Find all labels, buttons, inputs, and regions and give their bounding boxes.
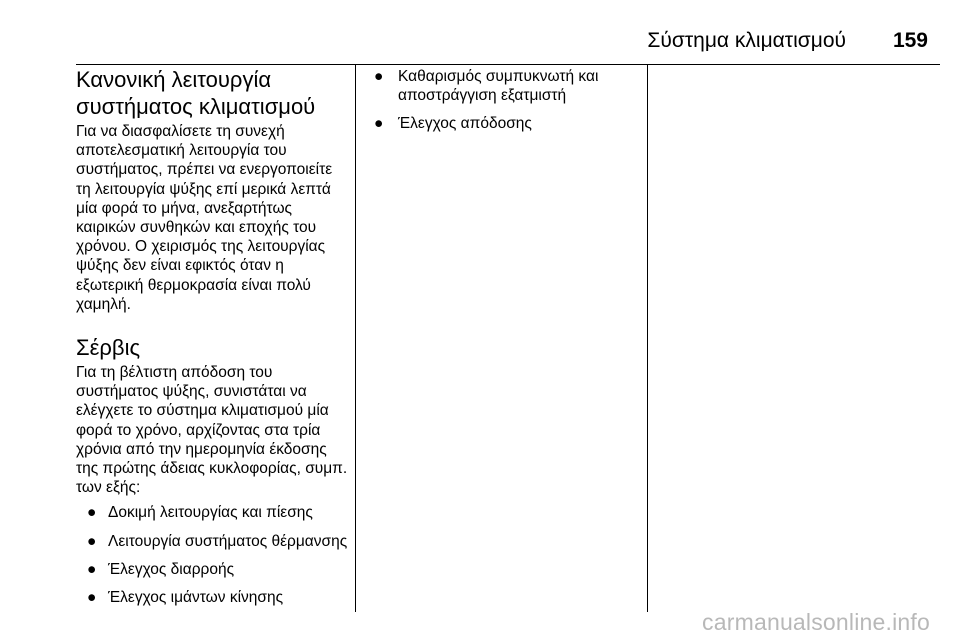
list-item: ● Έλεγχος ιμάντων κίνησης bbox=[87, 589, 284, 607]
running-header-title: Σύστημα κλιματισμού bbox=[647, 29, 846, 52]
list-item: ● Δοκιμή λειτουργίας και πίεσης bbox=[87, 504, 313, 522]
bullet-icon: ● bbox=[87, 532, 97, 550]
bullet-icon: ● bbox=[374, 115, 384, 133]
bullet-icon: ● bbox=[87, 504, 97, 522]
column-divider-2 bbox=[647, 64, 648, 612]
list-item: ● Λειτουργία συστήματος θέρμανσης bbox=[87, 532, 348, 550]
column-middle bbox=[371, 66, 641, 143]
service-checklist bbox=[76, 503, 348, 607]
column-left bbox=[76, 66, 348, 616]
section-heading-normal-operation: Κανονική λειτουργία συστήματος κλιματισμού bbox=[76, 67, 316, 119]
page-header bbox=[600, 27, 930, 55]
bullet-icon: ● bbox=[374, 68, 384, 85]
bullet-icon: ● bbox=[87, 589, 97, 607]
page-number: 159 bbox=[892, 29, 928, 52]
list-item: ● Έλεγχος διαρροής bbox=[87, 560, 235, 578]
section-body-service: Για τη βέλτιστη απόδοση του συστήματος ψύξης, συνιστάται να ελέγχετε το σύστημα κλιματισμού μία φορά το χρόνο, αρχίζοντας στα τρία χρόνια από την ημερομηνία έκδοσης της πρώτης άδειας κυκλοφορίας, συμπ. των εξής: bbox=[76, 364, 348, 497]
header-rule bbox=[76, 64, 940, 65]
list-item: ● Έλεγχος απόδοσης bbox=[374, 115, 532, 133]
site-watermark: carmanualsonline.info bbox=[702, 609, 930, 635]
list-item: ● Καθαρισμός συμπυκνωτή και αποστράγγιση εξατμιστή bbox=[374, 68, 599, 105]
section-body-normal-operation: Για να διασφαλίσετε τη συνεχή αποτελεσματική λειτουργία του συστήματος, πρέπει να ενεργοποιείτε τη λειτουργία ψύξης επί μερικά λεπτά μία φορά το μήνα, ανεξαρτήτως καιρικών συνθηκών και εποχής του χρόνου. Ο χειρισμός της λειτουργίας ψύξης δεν είναι εφικτός όταν η εξωτερική θερμοκρασία είναι πολύ χαμηλή. bbox=[76, 123, 333, 313]
bullet-icon: ● bbox=[87, 560, 97, 578]
section-heading-service: Σέρβις bbox=[76, 335, 141, 361]
column-divider-1 bbox=[355, 64, 356, 612]
service-checklist-continued bbox=[371, 67, 641, 134]
